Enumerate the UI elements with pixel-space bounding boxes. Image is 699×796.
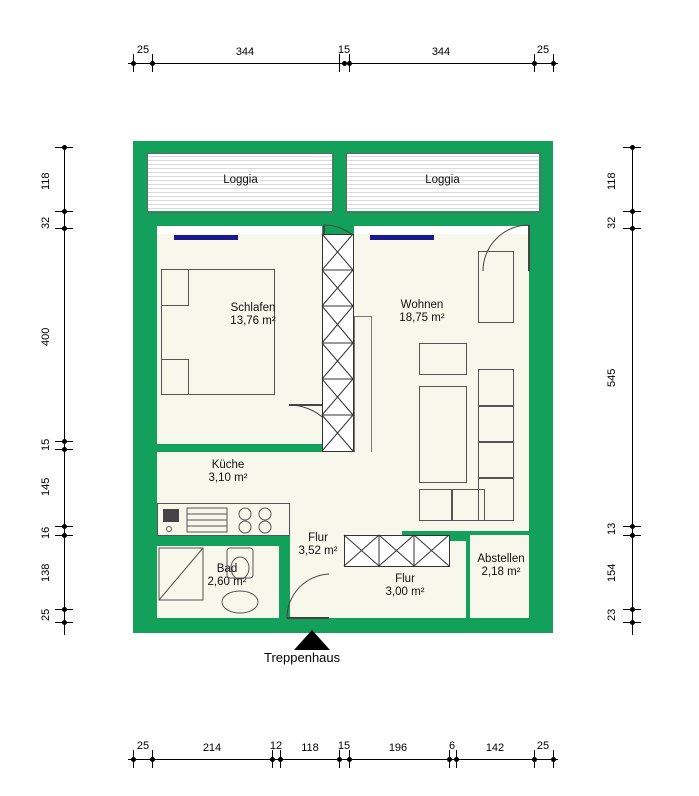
dim-right-1: 118 — [606, 172, 618, 190]
dim-bottom-4: 118 — [301, 742, 319, 754]
room-label-abstellen: Abstellen 2,18 m² — [477, 553, 525, 578]
dim-bottom-8: 142 — [485, 742, 505, 754]
room-label-kueche: Küche 3,10 m² — [208, 459, 248, 484]
furniture-table-2 — [451, 489, 485, 521]
dim-right-4: 13 — [606, 522, 618, 536]
room-label-flur-2: Flur 3,00 m² — [385, 573, 425, 598]
dim-right-2: 32 — [606, 216, 618, 230]
dim-bottom-7: 6 — [448, 740, 456, 752]
room-label-loggia-right: Loggia — [425, 174, 460, 186]
entrance-arrow-icon — [294, 628, 330, 650]
room-label-wohnen: Wohnen 18,75 m² — [399, 299, 445, 324]
dim-left-4: 15 — [40, 438, 52, 452]
window-marker-wohnen — [370, 235, 434, 240]
room-label-loggia-left: Loggia — [223, 174, 258, 186]
furniture-sofa — [419, 386, 467, 483]
dim-right-3: 545 — [606, 368, 618, 388]
dim-bottom-9: 25 — [536, 740, 550, 752]
furniture-shelf-3 — [478, 405, 514, 443]
furniture-table-1 — [419, 489, 453, 521]
entrance-label: Treppenhaus — [264, 650, 341, 665]
dim-bottom-2: 214 — [202, 742, 222, 754]
bathroom-fixtures — [157, 546, 279, 618]
window-marker-schlafen — [174, 235, 238, 240]
dim-bottom-1: 25 — [136, 740, 150, 752]
dim-bottom-6: 196 — [388, 742, 408, 754]
furniture-armchair — [419, 343, 467, 375]
dim-left-7: 138 — [40, 563, 52, 583]
dim-right-6: 23 — [606, 608, 618, 622]
dim-right-5: 154 — [606, 563, 618, 583]
furniture-narrow-cabinet — [354, 316, 372, 453]
dim-left-2: 32 — [40, 216, 52, 230]
dim-left-1: 118 — [40, 172, 52, 190]
furniture-shelf-4 — [478, 441, 514, 479]
shaft-hatch-horizontal — [344, 535, 450, 567]
dim-top-1: 25 — [136, 44, 150, 56]
dim-top-3: 15 — [337, 44, 351, 56]
kitchen-counter — [157, 503, 290, 536]
room-label-flur-1: Flur 3,52 m² — [298, 532, 338, 557]
dim-bottom-5: 15 — [337, 740, 351, 752]
dim-left-3: 400 — [40, 327, 52, 347]
furniture-nightstand-1 — [161, 269, 189, 306]
room-label-bad: Bad 2,60 m² — [207, 563, 247, 588]
room-label-schlafen: Schlafen 13,76 m² — [230, 302, 276, 327]
dim-bottom-3: 12 — [269, 740, 283, 752]
furniture-nightstand-2 — [161, 359, 189, 395]
dim-top-5: 25 — [536, 44, 550, 56]
dim-left-8: 25 — [40, 608, 52, 622]
dim-top-4: 344 — [431, 46, 451, 58]
shaft-hatch-vertical — [322, 234, 354, 452]
dim-left-5: 145 — [40, 477, 52, 497]
dim-left-6: 16 — [40, 526, 52, 540]
furniture-shelf-2 — [478, 369, 514, 407]
dim-top-2: 344 — [235, 46, 255, 58]
door-entrance — [279, 566, 331, 622]
apartment-plan — [133, 141, 553, 633]
door-wohnen-loggia — [471, 223, 531, 283]
